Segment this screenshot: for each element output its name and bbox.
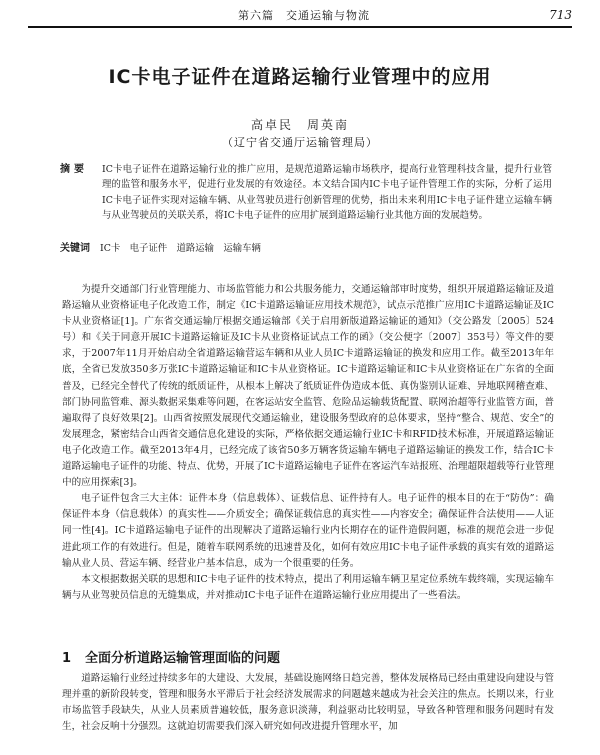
section-title: 全面分析道路运输管理面临的问题: [85, 651, 281, 666]
section-number: 1: [62, 651, 72, 666]
paper-title: IC卡电子证件在道路运输行业管理中的应用: [108, 66, 492, 88]
authors: 高卓民 周英南: [250, 118, 349, 132]
introduction-body: [62, 282, 554, 604]
paragraph: 本文根据数据关联的思想和IC卡电子证件的技术特点，提出了利用运输车辆卫星定位系统车载终端，实现运输车辆与从业驾驶员信息的无缝集成，并对推动IC卡电子证件在道路运输行业应用提出了一些看法。: [62, 573, 554, 601]
paragraph: 道路运输行业经过持续多年的大建设、大发展，基础设施网络日趋完善，整体发展格局已经由重建设向建设与管理并重的新阶段转变，管理和服务水平滞后于社会经济发展需求的问题越来越成为社会关注的焦点。长期以来，行业市场监管手段缺失，从业人员素质普遍较低，服务意识淡薄，利益驱动比较明显，导致各种管理和服务问题时有发生，社会反响十分强烈。这就迫切需要我们深入研究如何改进提升管理水平，加: [62, 673, 554, 733]
abstract-label: 摘要: [60, 164, 88, 175]
journal-section-title: 第六篇 交通运输与物流: [238, 9, 370, 22]
keywords-list: IC卡 电子证件 道路运输 运输车辆: [100, 243, 261, 254]
section-body: [62, 671, 554, 735]
abstract-block: [60, 162, 552, 224]
section-heading: [62, 647, 280, 666]
keywords-block: [60, 241, 552, 256]
abstract-text: IC卡电子证件在道路运输行业的推广应用，是规范道路运输市场秩序，提高行业管理科技含量，提升行业管理的监管和服务水平，促进行业发展的有效途径。本文结合国内IC卡电子证件管理工作的实际，分析了运用IC卡电子证件实现对运输车辆、从业驾驶员进行创新管理的优势，指出未来利用IC卡电子证件建立运输车辆与从业驾驶员的关联关系，将IC卡电子证件的应用扩展到道路运输行业其他方面的发展趋势。: [102, 164, 552, 222]
keywords-label: 关键词: [60, 243, 90, 254]
affiliation: （辽宁省交通厅运输管理局）: [222, 136, 378, 149]
page-number: 713: [549, 8, 572, 22]
paragraph: 电子证件包含三大主体：证件本身（信息载体）、证载信息、证件持有人。电子证件的根本目的在于“防伪”：确保证件本身（信息载体）的真实性——介质安全；确保证载信息的真实性——内容安全；确保证件合法使用——人证同一性[4]。IC卡道路运输电子证件的出现解决了道路运输行业内长期存在的证件造假问题，标准的规范会进一步促进此项工作的有效进行。但是，随着车联网系统的迅速普及化，如何有效应用IC卡电子证件承载的真实有效的道路运输从业人员、营运车辆、经营业户基本信息，成为一个很重要的任务。: [62, 493, 554, 569]
paragraph: 为提升交通部门行业管理能力、市场监管能力和公共服务能力，交通运输部审时度势，组织开展道路运输证及道路运输从业资格证电子化改造工作，制定《IC卡道路运输证应用技术规范》，试点示范推广应用IC卡道路运输证及IC卡从业资格证[1]。广东省交通运输厅根据交通运输部《关于启用新版道路运输证的通知》（交公路发〔2005〕524号）和《关于同意开展IC卡道路运输证及IC卡从业资格证试点工作的函》（交公便字〔2007〕353号）等文件的要求，于2007年11月开始启动全省道路运输营运车辆和从业人员IC卡道路运输证的换发和应用工作。截至2013年年底，全省已发放350多万张IC卡道路运输证和IC卡从业资格证。IC卡道路运输证和IC卡从业资格证在广东省的全面普及，已经完全替代了传统的纸质证件，从根本上解决了纸质证件伪造成本低、真伪鉴别认证难、异地联网稽查难、部门协同监管难、源头数据采集难等问题，在客运站安全监管、危险品运输载货配置、联网治超等行业监管方面，普遍取得了良好效果[2]。山西省按照发展现代交通运输业，建设服务型政府的总体要求，坚持“整合、规范、安全”的发展理念，紧密结合山西省交通信息化建设的实际，严格依据交通运输行业IC卡和RFID技术标准，开展道路运输证电子化改造工作。截至2013年4月，已经完成了该省50多万辆客货运输车辆电子道路运输证的换发工作，结合IC卡道路运输电子证件的功能、特点、优势，开展了IC卡道路运输电子证件在客运汽车站报班、治理超限超载等行业管理中的应用探索[3]。: [62, 284, 554, 489]
running-header: [28, 4, 572, 28]
